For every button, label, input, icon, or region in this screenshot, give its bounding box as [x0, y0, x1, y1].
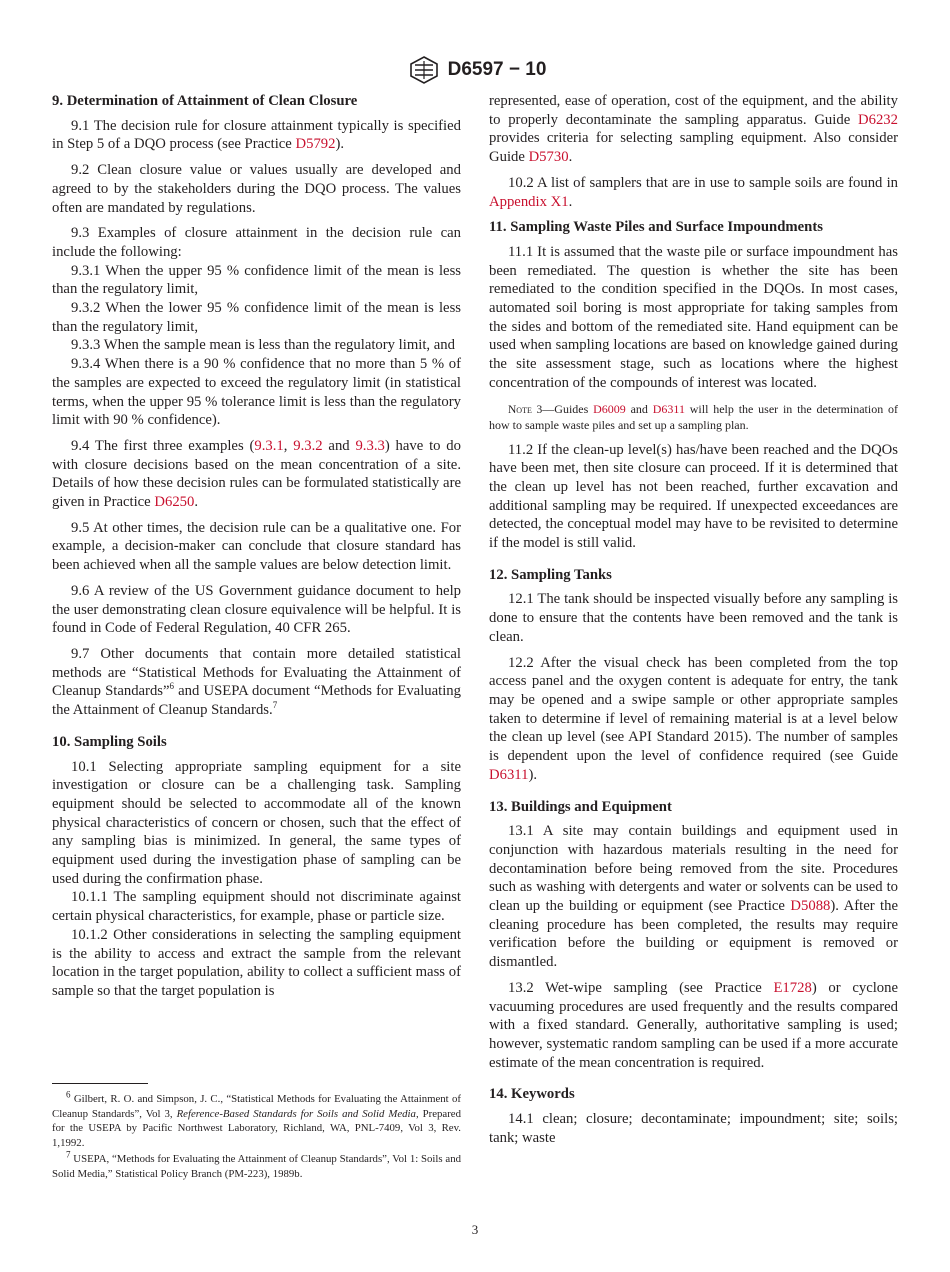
para-9-3-4: 9.3.4 When there is a 90 % confidence that no more than 5 % of the samples are expected to exceed the regulatory limit (in statistical terms, when the upper 95 % tolerance limit is less than the regulatory limit with 90 % confidence). [52, 356, 461, 429]
para-9-3-1: 9.3.1 When the upper 95 % confidence limit of the mean is less than the regulatory limit, [52, 262, 461, 298]
para-9-6: 9.6 A review of the US Government guidance document to help the user demonstrating clean closure equivalence will be helpful. It is found in Code of Federal Regulation, 40 CFR 265. [52, 582, 461, 637]
para-14-1: 14.1 clean; closure; decontaminate; impoundment; site; soils; tank; waste [489, 1111, 898, 1146]
ref-d6009-link[interactable]: D6009 [593, 401, 626, 416]
para-13-1: 13.1 A site may contain buildings and equipment used in conjunction with hazardous materials resulting in the need for decontamination before being removed from the site. Procedures such as washing with detergents and water or solvents can be used to clean up the building or equipment (see Practice D5088). After the cleaning procedure has been completed, the results may require verification before the building or equipment is removed or dismantled. [489, 823, 899, 971]
para-10-1-1: 10.1.1 The sampling equipment should not discriminate against certain physical characteristics, for example, phase or particle size. [52, 889, 461, 925]
ref-e1728-link[interactable]: E1728 [773, 979, 812, 996]
footnote-6-marker[interactable]: 6 [169, 681, 175, 692]
ref-d5792-link[interactable]: D5792 [295, 136, 336, 153]
footnote-7: $^7$ USEPA, “Methods for Evaluating the Attainment of Cleanup Standards”, Vol 1: Soils and Solid Media,” Statistical Policy Branch (PM-223), 1989b. [52, 1149, 461, 1180]
para-9-3: 9.3 Examples of closure attainment in the decision rule can include the following: [52, 225, 461, 260]
para-12-2: 12.2 After the visual check has been completed from the top access panel and the oxygen content is adequate for entry, the tank may be opened and a swipe sample or other appropriate samples taken to determine if level of remaining material is at a level below the clean up level (see API Standard 2015). The number of samples is dependent upon the level of confidence required (see Guide D6311). [489, 654, 898, 783]
ref-d5730-link[interactable]: D5730 [528, 149, 569, 166]
para-11-2: 11.2 If the clean-up level(s) has/have been reached and the DQOs have been met, then site closure can proceed. If it is determined that the clean up level has not been reached, further excavation and additional sampling may be required. If unexpected exceedances are detected, the conceptual model may have to be revisited to determine if the model is still valid. [489, 441, 898, 552]
section-14-heading: 14. Keywords [489, 1086, 575, 1103]
footnote-6: $^6$ Gilbert, R. O. and Simpson, J. C., “Statistical Methods for Evaluating the Attainment of Cleanup Standards”, Vol 3, Reference-Based Standards for Soils and Solid Media, Prepared for the USEPA by Pacific Northwest Laboratory, Richland, WA, PNL-7409, Vol 3, Rev. 1,1992. [52, 1089, 461, 1149]
para-10-1: 10.1 Selecting appropriate sampling equipment for a site investigation or closure can be a challenging task. Sampling equipment should be selected to accommodate all of the known physical characteristics of concern or chosen, such that the effect of any sampling bias is minimized. In general, the same types of equipment used during the investigation phase of sampling can be used during the confirmation phase. [52, 758, 461, 887]
ref-d5088-link[interactable]: D5088 [790, 898, 831, 915]
footnotes [52, 1089, 461, 1183]
ref-9-3-2-link[interactable]: 9.3.2 [293, 437, 323, 454]
ref-appendix-x1-link[interactable]: Appendix X1 [489, 193, 569, 210]
ref-d6311-link-2[interactable]: D6311 [489, 766, 529, 783]
page-header [0, 56, 950, 84]
para-9-3-2: 9.3.2 When the lower 95 % confidence limit of the mean is less than the regulatory limit, [52, 300, 461, 335]
left-column [52, 92, 461, 1001]
para-9-2: 9.2 Clean closure value or values usually are developed and agreed to by the stakeholders during the DQO process. The values often are mandated by regulations. [52, 162, 461, 216]
ref-9-3-3-link[interactable]: 9.3.3 [355, 437, 385, 454]
para-9-1: 9.1 The decision rule for closure attainment typically is specified in Step 5 of a DQO process (see Practice D5792). [52, 117, 461, 153]
page-number: 3 [471, 1222, 479, 1237]
section-11-heading: 11. Sampling Waste Piles and Surface Impoundments [489, 219, 823, 236]
footnote-7-marker[interactable]: 7 [272, 700, 278, 711]
para-11-1: 11.1 It is assumed that the waste pile or surface impoundment has been remediated. The question is whether the site has been remediated to the condition specified in the DQOs. In most cases, automated soil boring is most appropriate for taking samples from the sides and bottom of the remediated site. Hand equipment can be used when sampling locations are based on knowledge gained during the site assessment stage, such as locations where the highest concentration of the compounds of interest was located. [489, 243, 898, 391]
ref-d6232-link[interactable]: D6232 [858, 111, 898, 128]
section-10-heading: 10. Sampling Soils [52, 733, 167, 750]
para-9-7: 9.7 Other documents that contain more detailed statistical methods are “Statistical Methods for Evaluating the Attainment of Cleanup Standards”$^6$ and USEPA document “Methods for Evaluating the Attainment of Cleanup Standards.$^7$ [52, 645, 461, 719]
section-12-heading: 12. Sampling Tanks [489, 566, 612, 583]
standard-designation: D6597 − 10 [447, 59, 547, 80]
right-column [489, 92, 898, 1154]
ref-9-3-1-link[interactable]: 9.3.1 [254, 437, 284, 454]
ref-d6311-link[interactable]: D6311 [652, 401, 685, 416]
ref-d6250-link[interactable]: D6250 [154, 494, 195, 511]
astm-logo-icon [404, 56, 444, 84]
note-3: Note 3—Guides D6009 and D6311 will help the user in the determination of how to sample waste piles and set up a sampling plan. [489, 401, 899, 433]
para-10-1-2-continued: represented, ease of operation, cost of the equipment, and the ability to properly decontaminate the sampling apparatus. Guide D6232 provides criteria for selecting sampling equipment. Also consider Guide D5730. [489, 93, 898, 166]
para-13-2: 13.2 Wet-wipe sampling (see Practice E1728) or cyclone vacuuming procedures are used frequently and the results compared with a fixed standard. Generally, authoritative sampling is used; however, systematic random sampling can be used if a more accurate estimate of the mean concentration is required. [489, 979, 899, 1071]
footnote-divider [52, 1083, 148, 1084]
para-9-5: 9.5 At other times, the decision rule can be a qualitative one. For example, a decision-maker can conclude that closure standard has been achieved when all the sample values are below detection limit. [52, 519, 461, 574]
section-13-heading: 13. Buildings and Equipment [489, 798, 672, 815]
para-10-2: 10.2 A list of samplers that are in use to sample soils are found in Appendix X1. [489, 174, 898, 210]
para-9-4: 9.4 The first three examples (9.3.1, 9.3.2 and 9.3.3) have to do with closure decisions based on the mean concentration of a site. Details of how these decision rules can be formulated statistically are given in Practice D6250. [52, 437, 461, 511]
para-12-1: 12.1 The tank should be inspected visually before any sampling is done to ensure that the contents have been removed and the tank is clean. [489, 591, 898, 645]
para-9-3-3: 9.3.3 When the sample mean is less than the regulatory limit, and [71, 337, 455, 354]
para-10-1-2: 10.1.2 Other considerations in selecting the sampling equipment is the ability to access and extract the sample from the relevant location in the target population, ability to collect a sufficient mass of sample so that the target population is [52, 926, 461, 999]
section-9-heading: 9. Determination of Attainment of Clean Closure [52, 93, 358, 109]
